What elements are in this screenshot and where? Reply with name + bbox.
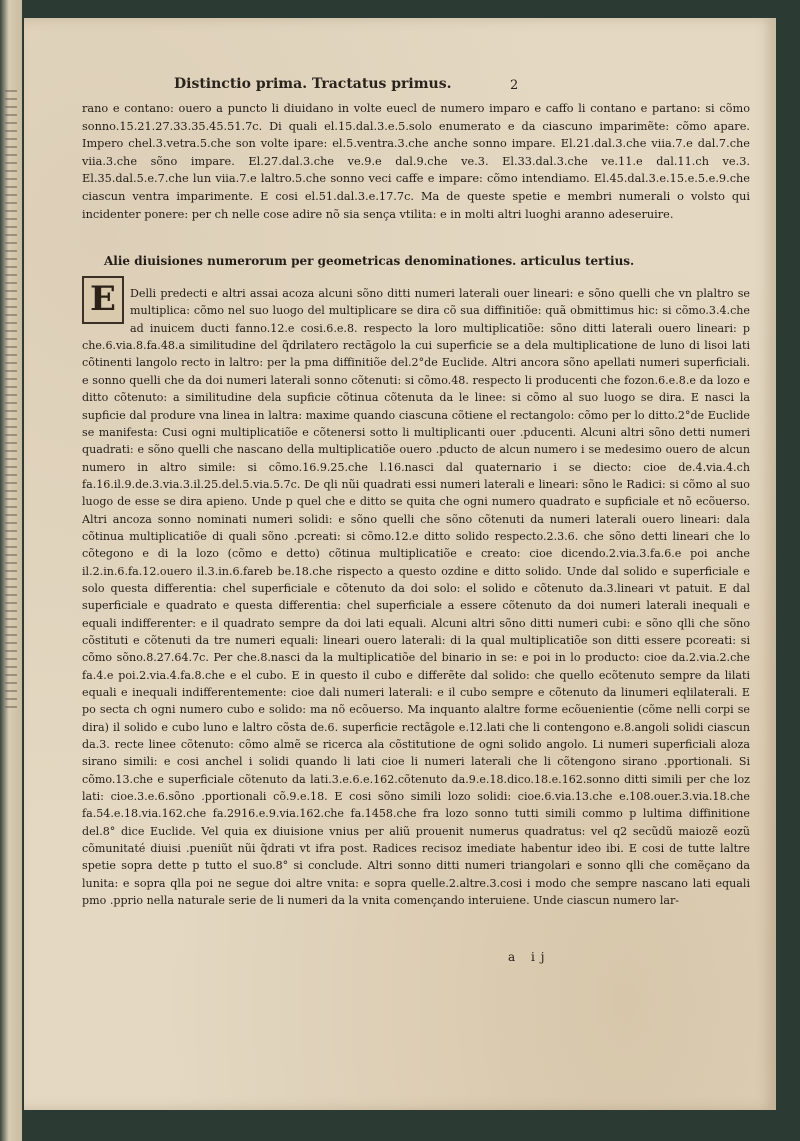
book-page: [24, 18, 776, 1110]
signature-mark: a ij: [508, 950, 551, 964]
folio-number: 2: [510, 78, 519, 93]
paragraph: rano e contano: ouero a puncto li diuidano in volte euecl de numero imparo e caffo li contano e partano: si cõmo sonno.15.21.27.33.35.45.51.7c. Di quali el.15.dal.3.e.5.solo enumerato e da ciascuno imparimẽte: cõmo apare. Impero chel.3.vetra.5.che son volte ipare: el.5.ventra.3.che anche sonno impare. El.21.dal.3.che viia.7.e dal.7.che viia.3.che sõno impare. El.27.dal.3.che ve.9.e dal.9.che ve.3. El.33.dal.3.che ve.11.e dal.11.ch ve.3. El.35.dal.5.e.7.che lun viia.7.e laltro.5.che sonno veci caffe e impare: cõmo intendiamo. El.45.dal.3.e.15.e.5.e.9.che ciascun ventra imparimente. E cosi el.51.dal.3.e.17.7c. Ma de queste spetie e membri numerali o volsto qui incidenter ponere: per ch nelle cose adire nõ sia sença vtilita: e in molti altri luoghi aranno adeseruire.: [82, 102, 750, 221]
text-block-top: [82, 100, 750, 223]
paragraph: Delli predecti e altri assai acoza alcuni sõno ditti numeri laterali ouer lineari: e sõno quelli che vn plaltro se multiplica: cõmo nel suo luogo del multiplicare se dira cõ sua diffinitiõe: quã obmittimus hic: si cõmo.3.4.che ad inuicem ducti fanno.12.e cosi.6.e.8. respecto la loro multiplicatiõe: sõno ditti laterali ouero lineari: p che.6.via.8.fa.48.a similitudine del q̃drilatero rectãgolo la cui superficie se a dela multiplicatione de luno di lisoi lati cõtinenti langolo recto in laltro: per la pma diffinitiõe del.2°de Euclide. Altri ancora sõno apellati numeri superficiali. e sonno quelli che da doi numeri laterali sonno cõtenuti: si cõmo.48. respecto li producenti che fozon.6.e.8.e da lozo e ditto cõtenuto: a similitudine dela supficie cõtinua cõtenuta da le linee: si cõmo al suo luogo se dira. E nasci la supficie dal produre vna linea in laltra: maxime quando ciascuna cõtiene el rectangolo: cõmo per lo ditto.2°de Euclide se manifesta: Cusi ogni multiplicatiõe e cõtenersi sotto li multiplicanti ouer .pducenti. Alcuni altri sõno detti numeri quadrati: e sõno quelli che nascano della multiplicatiõe ouero .pducto de alcun numero i se medesimo ouero de alcun numero in altro simile: si cõmo.16.9.25.che l.16.nasci dal quaternario i se diecto: cioe de.4.via.4.ch fa.16.il.9.de.3.via.3.il.25.del.5.via.5.7c. De qli nũi quadrati essi numeri laterali e lineari: sõno le Radici: si cõmo al suo luogo de esse se dira apieno. Unde p quel che e ditto se quita che ogni numero quadrato e supficiale et nõ ecõuerso. Altri ancoza sonno nominati numeri solidi: e sõno quelli che sõno cõtenuti da numeri laterali ouero lineari: dala cõtinua multiplicatiõe di quali sõno .pcreati: si cõmo.12.e ditto solido respecto.2.3.6. che sõno detti lineari che lo cõtegono e di la lozo (cõmo e detto) cõtinua multiplicatiõe e creato: cioe dicendo.2.via.3.fa.6.e poi anche il.2.in.6.fa.12.ouero il.3.in.6.fareb be.18.che rispecto a questo ozdine e ditto solido. Unde dal solido e superficiale e solo questa differentia: chel superficiale e cõtenuto da doi solo: el solido e cõtenuto da.3.lineari vt patuit. E dal superficiale e quadrato e questa differentia: chel superficiale a essere cõtenuto da doi numeri laterali inequali e equali indifferenter: e il quadrato sempre da doi lati equali. Alcuni altri sõno ditti numeri cubi: e sõno qlli che sõno cõstituti e cõtenuti da tre numeri equali: lineari ouero laterali: di la qual multiplicatiõe son ditti essere pcoreati: si cõmo sõno.8.27.64.7c. Per che.8.nasci da la multiplicatiõe del binario in se: e poi in lo producto: cioe da.2.via.2.che fa.4.e poi.2.via.4.fa.8.che e el cubo. E in questo il cubo e differẽte dal solido: che quello ecõtenuto sempre da lilati equali e inequali indifferentemente: cioe dali numeri laterali: e il cubo sempre e cõtenuto da linumeri eqlilaterali. E po secta ch ogni numero cubo e solido: ma nõ ecõuerso. Ma inquanto alaltre forme ecõuenientie (cõme nelli corpi se dira) il solido e cubo luno e laltro cõsta de.6. superficie rectãgole e.12.lati che li contengono e.8.angoli solidi ciascun da.3. recte linee cõtenuto: cõmo almẽ se ricerca ala cõstitutione de ogni solido angolo. Li numeri superficiali aloza sirano simili: e cosi anchel i solidi quando li lati cioe li numeri laterali che li cõtengono sirano .pportionali. Si cõmo.13.che e superficiale cõtenuto da lati.3.e.6.e.162.cõtenuto da.9.e.18.dico.18.e.162.sonno ditti simili per che loz lati: cioe.3.e.6.sõno .pportionali cõ.9.e.18. E cosi sõno simili lozo solidi: cioe.6.via.13.che e.108.ouer.3.via.18.che fa.54.e.18.via.162.che fa.2916.e.9.via.162.che fa.1458.che fra lozo sonno tutti simili commo p lultima diffinitione del.8° dice Euclide. Vel quia ex diuisione vnius per aliũ prouenit numerus quadratus: vel q2 secũdũ maiozẽ eozũ cõmunitaté diuisi .pueniũt nũi q̃drati vt ifra post. Radices recisoz imediate habentur ideo ibi. E cosi de tutte laltre spetie sopra dette p tutto el suo.8° si conclude. Altri sonno ditti numeri triangolari e sonno qlli che comẽçano da lunita: e sopra qlla poi ne segue doi altre vnita: e sopra quelle.2.altre.3.cosi i modo che sempre nascano lati equali pmo .pprio nella naturale serie de li numeri da la vnita començando interuiene. Unde ciascun numero lar-: [82, 287, 750, 908]
running-title: Distinctio prima. Tractatus primus.: [174, 76, 452, 92]
adjacent-page-edge: [0, 0, 22, 1141]
text-block-main: [82, 274, 750, 921]
decorated-initial: E: [82, 276, 124, 324]
adjacent-page-text: [5, 90, 17, 710]
article-heading: Alie diuisiones numerorum per geometricas denominationes. articulus tertius.: [104, 254, 635, 268]
